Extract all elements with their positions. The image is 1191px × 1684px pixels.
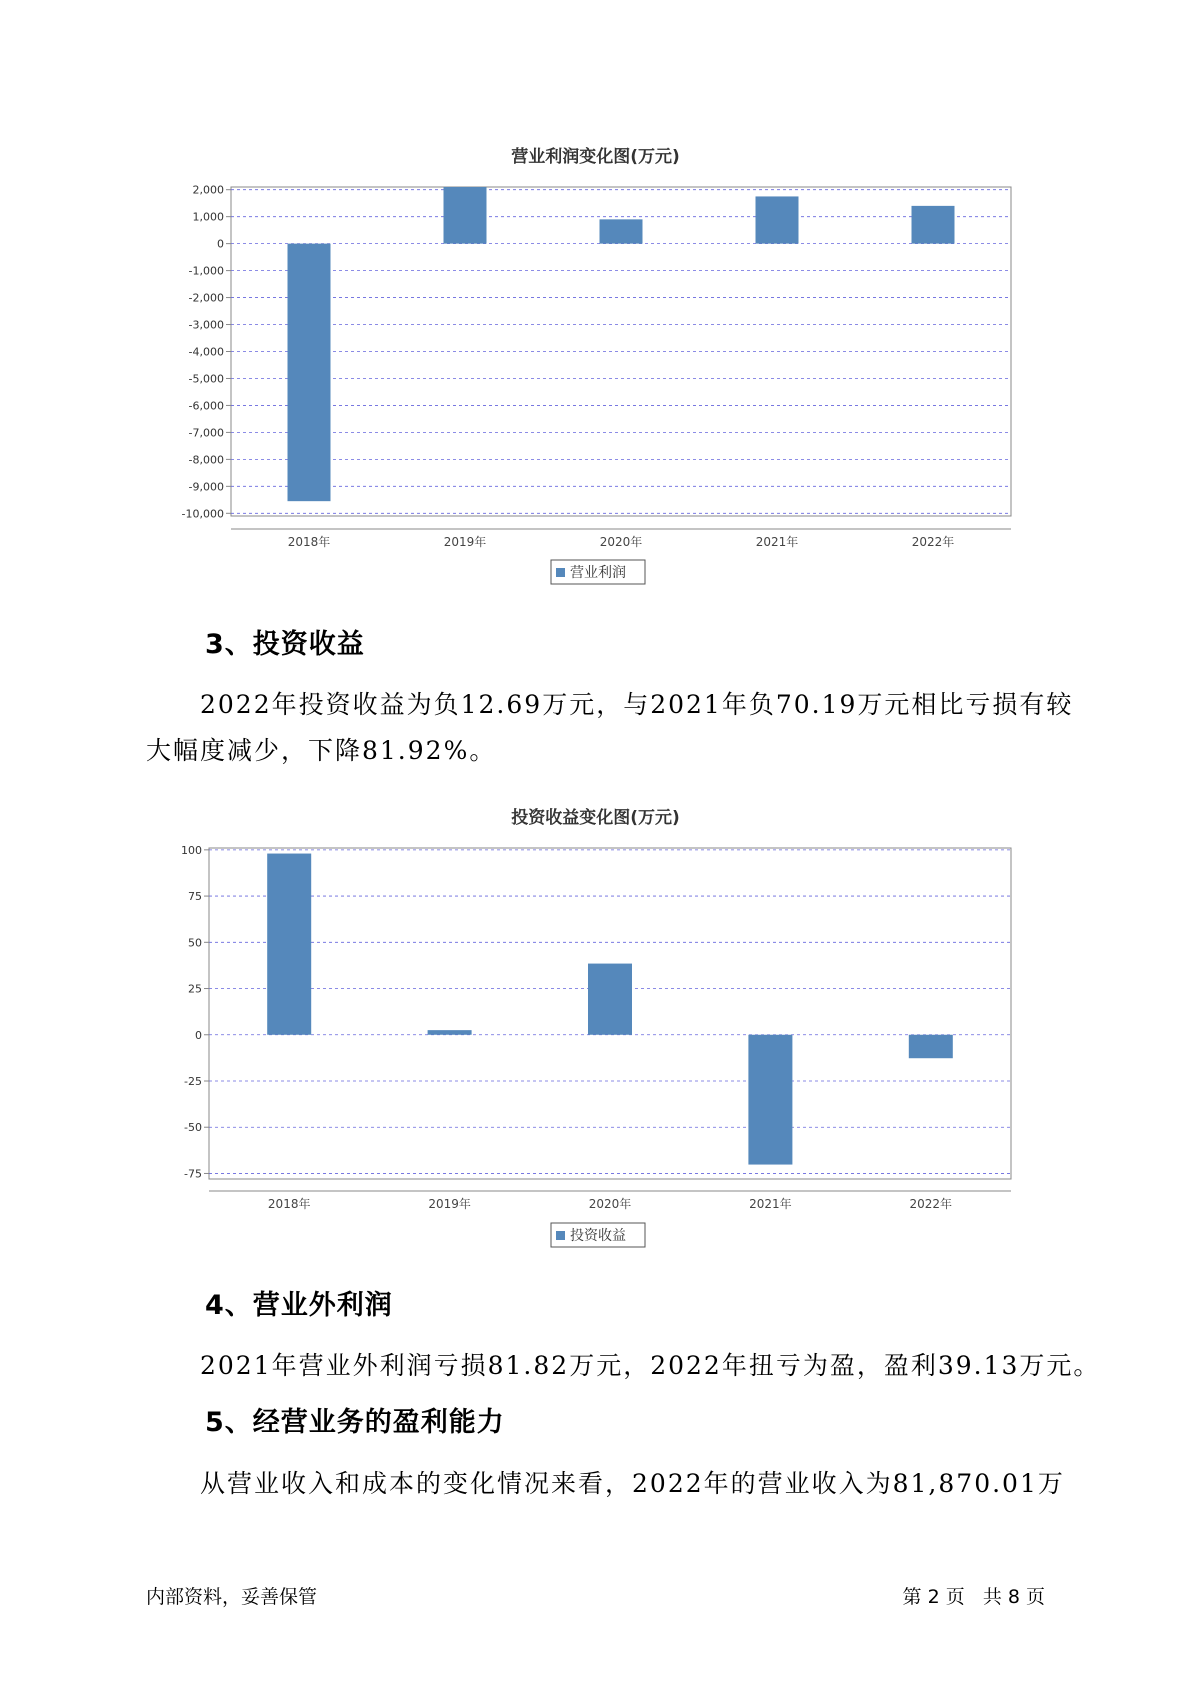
section4-heading: 4、营业外利润 <box>205 1290 393 1321</box>
bar-2021年 <box>748 1035 792 1165</box>
bar-2018年 <box>288 244 331 502</box>
investment-income-chart <box>0 600 1191 1260</box>
x-tick-label: 2021年 <box>749 1197 792 1211</box>
y-tick-label: 2,000 <box>192 183 224 197</box>
x-tick-label: 2018年 <box>287 535 331 549</box>
y-tick-label: -8,000 <box>188 453 224 467</box>
y-tick-label: 0 <box>195 1028 202 1042</box>
y-tick-label: -50 <box>184 1121 202 1135</box>
x-tick-label: 2022年 <box>911 535 955 549</box>
y-tick-label: 0 <box>217 237 224 251</box>
y-tick-label: -3,000 <box>188 318 224 332</box>
section3-paragraph-line2: 大幅度减少，下降81.92%。 <box>146 736 497 765</box>
section5-heading: 5、经营业务的盈利能力 <box>205 1407 505 1438</box>
x-tick-label: 2020年 <box>599 535 643 549</box>
operating-profit-chart <box>0 0 1191 600</box>
y-tick-label: -7,000 <box>188 426 224 440</box>
y-tick-label: -10,000 <box>181 507 224 521</box>
chart1-title: 营业利润变化图(万元) <box>511 147 680 167</box>
legend-label: 营业利润 <box>570 565 626 581</box>
bar-2021年 <box>756 196 799 243</box>
section3-paragraph-line1: 2022年投资收益为负12.69万元，与2021年负70.19万元相比亏损有较 <box>200 690 1074 719</box>
legend <box>551 1223 645 1247</box>
bar-2019年 <box>428 1030 472 1035</box>
section5-paragraph: 从营业收入和成本的变化情况来看，2022年的营业收入为81,870.01万 <box>200 1469 1065 1498</box>
chart2-title: 投资收益变化图(万元) <box>511 808 680 828</box>
section4-paragraph: 2021年营业外利润亏损81.82万元，2022年扭亏为盈，盈利39.13万元。 <box>200 1351 1101 1380</box>
bar-2020年 <box>600 219 643 243</box>
x-tick-label: 2020年 <box>588 1197 632 1211</box>
footer-confidential-note: 内部资料，妥善保管 <box>146 1586 318 1608</box>
footer-page-number: 第 2 页 共 8 页 <box>902 1586 1045 1608</box>
x-tick-label: 2022年 <box>909 1197 953 1211</box>
x-tick-label: 2019年 <box>443 535 487 549</box>
section3-heading: 3、投资收益 <box>205 629 365 660</box>
y-tick-label: -4,000 <box>188 345 224 359</box>
x-tick-label: 2021年 <box>755 535 799 549</box>
y-tick-label: 100 <box>181 843 202 857</box>
bar-2022年 <box>912 206 955 244</box>
legend-swatch <box>556 568 565 577</box>
bar-2022年 <box>909 1035 953 1058</box>
y-tick-label: 25 <box>188 982 202 996</box>
y-tick-label: -25 <box>184 1074 202 1088</box>
y-tick-label: -6,000 <box>188 399 224 413</box>
bar-2018年 <box>267 854 311 1035</box>
bar-2019年 <box>444 187 487 244</box>
y-tick-label: 50 <box>188 936 202 950</box>
y-tick-label: -2,000 <box>188 291 224 305</box>
y-tick-label: 1,000 <box>192 210 224 224</box>
x-tick-label: 2019年 <box>428 1197 471 1211</box>
bar-2020年 <box>588 964 632 1035</box>
y-tick-label: -9,000 <box>188 480 224 494</box>
y-tick-label: -5,000 <box>188 372 224 386</box>
x-tick-label: 2018年 <box>267 1197 311 1211</box>
legend-swatch <box>556 1231 565 1240</box>
legend <box>551 560 645 584</box>
legend-label: 投资收益 <box>570 1228 626 1244</box>
y-tick-label: -1,000 <box>188 264 224 278</box>
y-tick-label: -75 <box>184 1167 202 1181</box>
y-tick-label: 75 <box>188 890 202 904</box>
